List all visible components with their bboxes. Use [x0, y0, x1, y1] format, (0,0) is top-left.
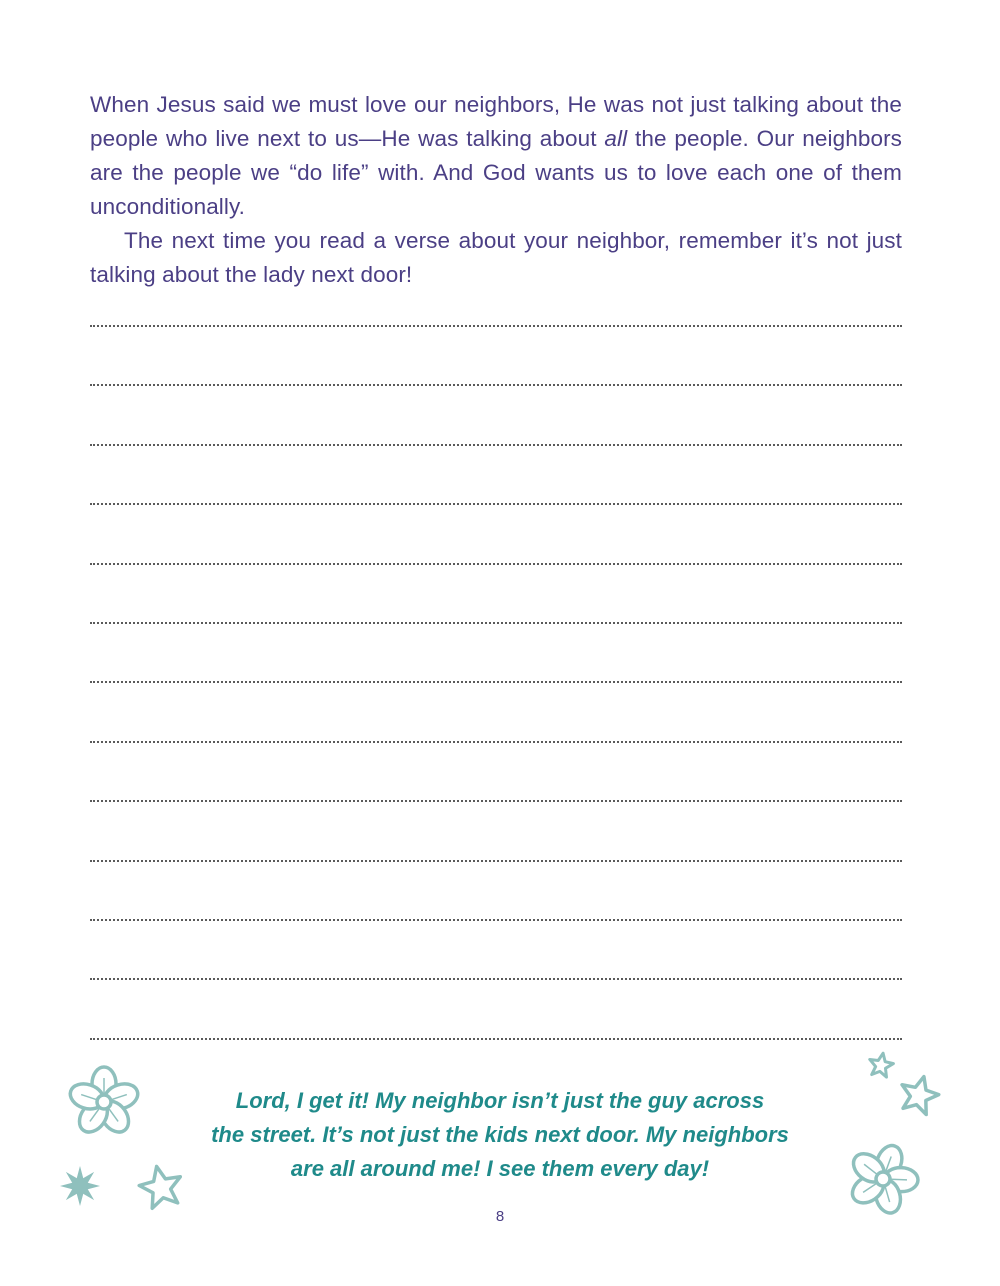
- emphasis-all: all: [604, 126, 628, 151]
- writing-line[interactable]: [90, 860, 902, 862]
- paragraph-2: The next time you read a verse about your neighbor, remember it’s not just talking about the lady next door!: [90, 228, 902, 287]
- writing-line[interactable]: [90, 503, 902, 505]
- prayer-line-1: Lord, I get it! My neighbor isn’t just the guy across: [235, 1088, 765, 1113]
- writing-line[interactable]: [90, 444, 902, 446]
- paragraph-1-text-a: When Jesus said we must love our neighbors, He was not just talking about the people who live next to us—He was talking about: [90, 92, 902, 151]
- paragraph-1: [90, 88, 902, 224]
- flower-icon: [64, 1062, 144, 1142]
- star-icon: [866, 1050, 896, 1080]
- writing-line[interactable]: [90, 919, 902, 921]
- writing-line[interactable]: [90, 681, 902, 683]
- writing-line[interactable]: [90, 1038, 902, 1040]
- writing-line[interactable]: [90, 384, 902, 386]
- sparkle-icon: [58, 1164, 102, 1208]
- prayer-line-2: the street. It’s not just the kids next door. My neighbors: [211, 1122, 789, 1147]
- writing-line[interactable]: [90, 741, 902, 743]
- body-text: [90, 88, 902, 292]
- prayer-line-3: are all around me! I see them every day!: [290, 1156, 710, 1181]
- prayer-text: [170, 1084, 830, 1186]
- writing-line[interactable]: [90, 563, 902, 565]
- writing-line[interactable]: [90, 325, 902, 327]
- paragraph-1-text-b: the people. Our neighbors are the people we “do life” with. And God wants us to love each one of them unconditionally.: [90, 126, 903, 219]
- page-number: 8: [495, 1208, 505, 1225]
- writing-line[interactable]: [90, 800, 902, 802]
- writing-line[interactable]: [90, 978, 902, 980]
- writing-line[interactable]: [90, 622, 902, 624]
- star-icon: [896, 1072, 942, 1118]
